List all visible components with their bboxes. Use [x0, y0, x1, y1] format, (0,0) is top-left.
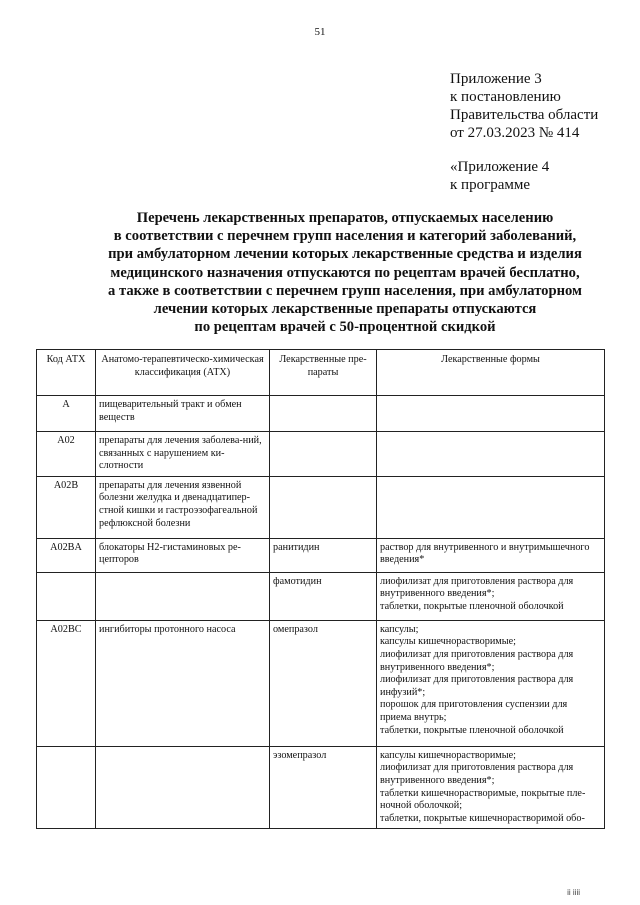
- cell-forms: [377, 476, 605, 538]
- cell-classification: препараты для лечения язвенной болезни желудка и двенадцатипер-стной кишки и гастроэзофагеальной рефлюксной болезни: [96, 476, 270, 538]
- cell-code: A02BA: [37, 538, 96, 572]
- header-code: Код АТХ: [37, 350, 96, 396]
- cell-classification: ингибиторы протонного насоса: [96, 620, 270, 746]
- cell-drug: [270, 432, 377, 477]
- appendix-line: Правительства области: [450, 107, 599, 123]
- cell-drug: эзомепразол: [270, 746, 377, 829]
- cell-code: A02: [37, 432, 96, 477]
- table-row: [37, 746, 605, 829]
- cell-code: [37, 572, 96, 620]
- cell-classification: блокаторы Н2-гистаминовых ре-цепторов: [96, 538, 270, 572]
- title-line: а также в соответствии с перечнем групп населения, при амбулаторном: [108, 282, 582, 299]
- cell-forms: раствор для внутривенного и внутримышечного введения*: [377, 538, 605, 572]
- page-number: 51: [314, 26, 326, 38]
- cell-forms: капсулы кишечнорастворимые; лиофилизат для приготовления раствора для внутривенного введения*; таблетки кишечнорастворимые, покрытые пле-ночной оболочкой; таблетки, покрытые кишечнорастворимой обо-: [377, 746, 605, 829]
- cell-drug: омепразол: [270, 620, 377, 746]
- appendix-line: «Приложение 4: [450, 159, 550, 175]
- table-header-row: [37, 350, 605, 396]
- title-line: при амбулаторном лечении которых лекарственные средства и изделия: [108, 246, 582, 263]
- header-drugs: Лекарственные пре-параты: [270, 350, 377, 396]
- cell-classification: пищеварительный тракт и обмен веществ: [96, 396, 270, 432]
- table-row: [37, 538, 605, 572]
- title-line: в соответствии с перечнем групп населения и категорий заболеваний,: [113, 228, 577, 245]
- cell-code: A: [37, 396, 96, 432]
- cell-drug: фамотидин: [270, 572, 377, 620]
- cell-classification: препараты для лечения заболева-ний, связанных с нарушением ки-слотности: [96, 432, 270, 477]
- table-row: [37, 396, 605, 432]
- appendix-line: к программе: [450, 177, 531, 193]
- header-classification: Анатомо-терапевтическо-химическая классификация (АТХ): [96, 350, 270, 396]
- title-line: по рецептам врачей с 50-процентной скидкой: [194, 319, 496, 336]
- appendix-header: [450, 70, 598, 194]
- table-body: [37, 396, 605, 829]
- cell-forms: [377, 432, 605, 477]
- cell-forms: [377, 396, 605, 432]
- cell-drug: ранитидин: [270, 538, 377, 572]
- table-row: [37, 476, 605, 538]
- document-title: [60, 209, 630, 336]
- appendix-line: Приложение 3: [450, 71, 542, 87]
- footer-mark: ii iiii: [567, 888, 580, 897]
- table-row: [37, 620, 605, 746]
- table-row: [37, 432, 605, 477]
- appendix-gap: [450, 142, 598, 158]
- cell-drug: [270, 396, 377, 432]
- cell-forms: капсулы; капсулы кишечнорастворимые; лиофилизат для приготовления раствора для внутривенного введения*; лиофилизат для приготовления раствора для инфузий*; порошок для приготовления суспензии для приема внутрь; таблетки, покрытые пленочной оболочкой: [377, 620, 605, 746]
- cell-drug: [270, 476, 377, 538]
- drug-table: [36, 349, 605, 829]
- cell-code: A02B: [37, 476, 96, 538]
- title-line: лечении которых лекарственные препараты отпускаются: [153, 301, 537, 318]
- cell-code: A02BC: [37, 620, 96, 746]
- header-forms: Лекарственные формы: [377, 350, 605, 396]
- table-row: [37, 572, 605, 620]
- title-line: Перечень лекарственных препаратов, отпускаемых населению: [136, 210, 554, 226]
- title-line: медицинского назначения отпускаются по рецептам врачей бесплатно,: [110, 264, 580, 281]
- appendix-line: от 27.03.2023 № 414: [450, 125, 580, 141]
- cell-classification: [96, 572, 270, 620]
- appendix-line: к постановлению: [450, 89, 561, 105]
- cell-code: [37, 746, 96, 829]
- cell-classification: [96, 746, 270, 829]
- cell-forms: лиофилизат для приготовления раствора для внутривенного введения*; таблетки, покрытые пленочной оболочкой: [377, 572, 605, 620]
